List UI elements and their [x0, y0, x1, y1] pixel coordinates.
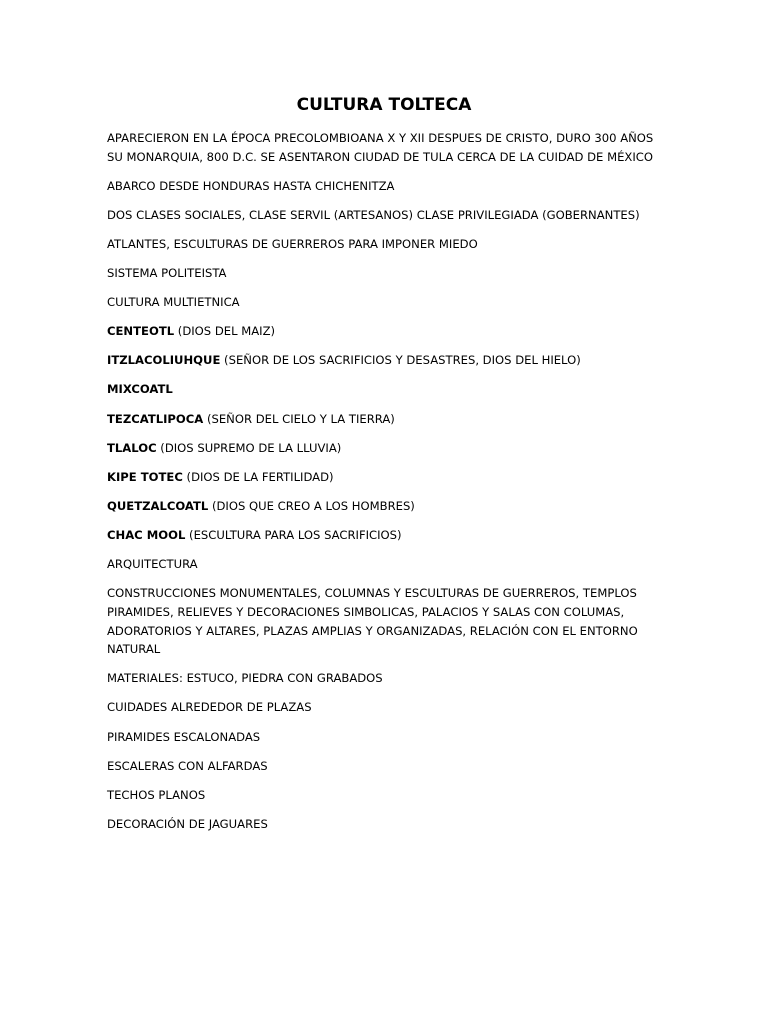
deity-name: QUETZALCOATL: [107, 498, 209, 513]
paragraph-clases-sociales: [107, 206, 667, 225]
deity-description: (DIOS DE LA FERTILIDAD): [182, 469, 334, 484]
paragraph-decoracion: [107, 815, 667, 834]
deity-description: (DIOS QUE CREO A LOS HOMBRES): [208, 498, 415, 513]
paragraph-text: TECHOS PLANOS: [107, 787, 206, 802]
deity-name: MIXCOATL: [107, 382, 173, 397]
paragraph-text: DOS CLASES SOCIALES, CLASE SERVIL (ARTESANOS) CLASE PRIVILEGIADA (GOBERNANTES): [107, 207, 640, 222]
deity-mixcoatl: [107, 380, 667, 399]
deity-name: ITZLACOLIUHQUE: [107, 353, 221, 368]
deity-chac-mool: [107, 526, 667, 545]
deity-itzlacoliuhque: [107, 351, 667, 370]
deity-name: CENTEOTL: [107, 324, 175, 339]
paragraph-text: ABARCO DESDE HONDURAS HASTA CHICHENITZA: [107, 178, 395, 193]
deity-description: (SEÑOR DEL CIELO Y LA TIERRA): [203, 411, 395, 426]
paragraph-cultura-multietnica: [107, 293, 667, 312]
paragraph-arquitectura: [107, 555, 667, 574]
paragraph-cuidades: [107, 698, 667, 717]
deity-tlaloc: [107, 439, 667, 458]
paragraph-text: CUIDADES ALREDEDOR DE PLAZAS: [107, 700, 312, 715]
paragraph-construcciones: [107, 584, 667, 659]
paragraph-text: CONSTRUCCIONES MONUMENTALES, COLUMNAS Y ESCULTURAS DE GUERREROS, TEMPLOS PIRAMIDES, RELIEVES Y DECORACIONES SIMBOLICAS, PALACIOS Y SALAS CON COLUMAS, ADORATORIOS Y ALTARES, PLAZAS AMPLIAS Y ORGANIZADAS, RELACIÓN CON EL ENTORNO NATURAL: [107, 586, 638, 657]
deity-name: CHAC MOOL: [107, 527, 186, 542]
deity-tezcatlipoca: [107, 410, 667, 429]
paragraph-atlantes: [107, 235, 667, 254]
paragraph-text: ARQUITECTURA: [107, 557, 198, 572]
deity-centeotl: [107, 322, 667, 341]
deity-kipe-totec: [107, 468, 667, 487]
deity-description: (ESCULTURA PARA LOS SACRIFICIOS): [185, 527, 402, 542]
deity-name: KIPE TOTEC: [107, 469, 183, 484]
paragraph-escaleras: [107, 757, 667, 776]
paragraph-text: CULTURA MULTIETNICA: [107, 295, 240, 310]
paragraph-sistema-politeista: [107, 264, 667, 283]
deity-description: (SEÑOR DE LOS SACRIFICIOS Y DESASTRES, DIOS DEL HIELO): [220, 353, 581, 368]
paragraph-text: MATERIALES: ESTUCO, PIEDRA CON GRABADOS: [107, 671, 383, 686]
paragraph-text: SISTEMA POLITEISTA: [107, 266, 227, 281]
paragraph-text: ESCALERAS CON ALFARDAS: [107, 758, 268, 773]
deity-description: (DIOS DEL MAIZ): [174, 324, 276, 339]
deity-description: (DIOS SUPREMO DE LA LLUVIA): [156, 440, 342, 455]
paragraph-abarco: [107, 177, 667, 196]
deity-name: TLALOC: [107, 440, 157, 455]
deity-name: TEZCATLIPOCA: [107, 411, 204, 426]
paragraph-text: ATLANTES, ESCULTURAS DE GUERREROS PARA IMPONER MIEDO: [107, 236, 478, 251]
deity-quetzalcoatl: [107, 497, 667, 516]
paragraph-aparecieron: [107, 129, 667, 166]
paragraph-piramides: [107, 728, 667, 747]
paragraph-text: PIRAMIDES ESCALONADAS: [107, 729, 261, 744]
paragraph-text: APARECIERON EN LA ÉPOCA PRECOLOMBIOANA X Y XII DESPUES DE CRISTO, DURO 300 AÑOS SU MONARQUIA, 800 D.C. SE ASENTARON CIUDAD DE TULA CERCA DE LA CUIDAD DE MÉXICO: [107, 131, 654, 164]
paragraph-text: DECORACIÓN DE JAGUARES: [107, 816, 268, 831]
document-body: [107, 129, 667, 844]
paragraph-techos: [107, 786, 667, 805]
page-title: CULTURA TOLTECA: [296, 95, 472, 115]
paragraph-materiales: [107, 669, 667, 688]
